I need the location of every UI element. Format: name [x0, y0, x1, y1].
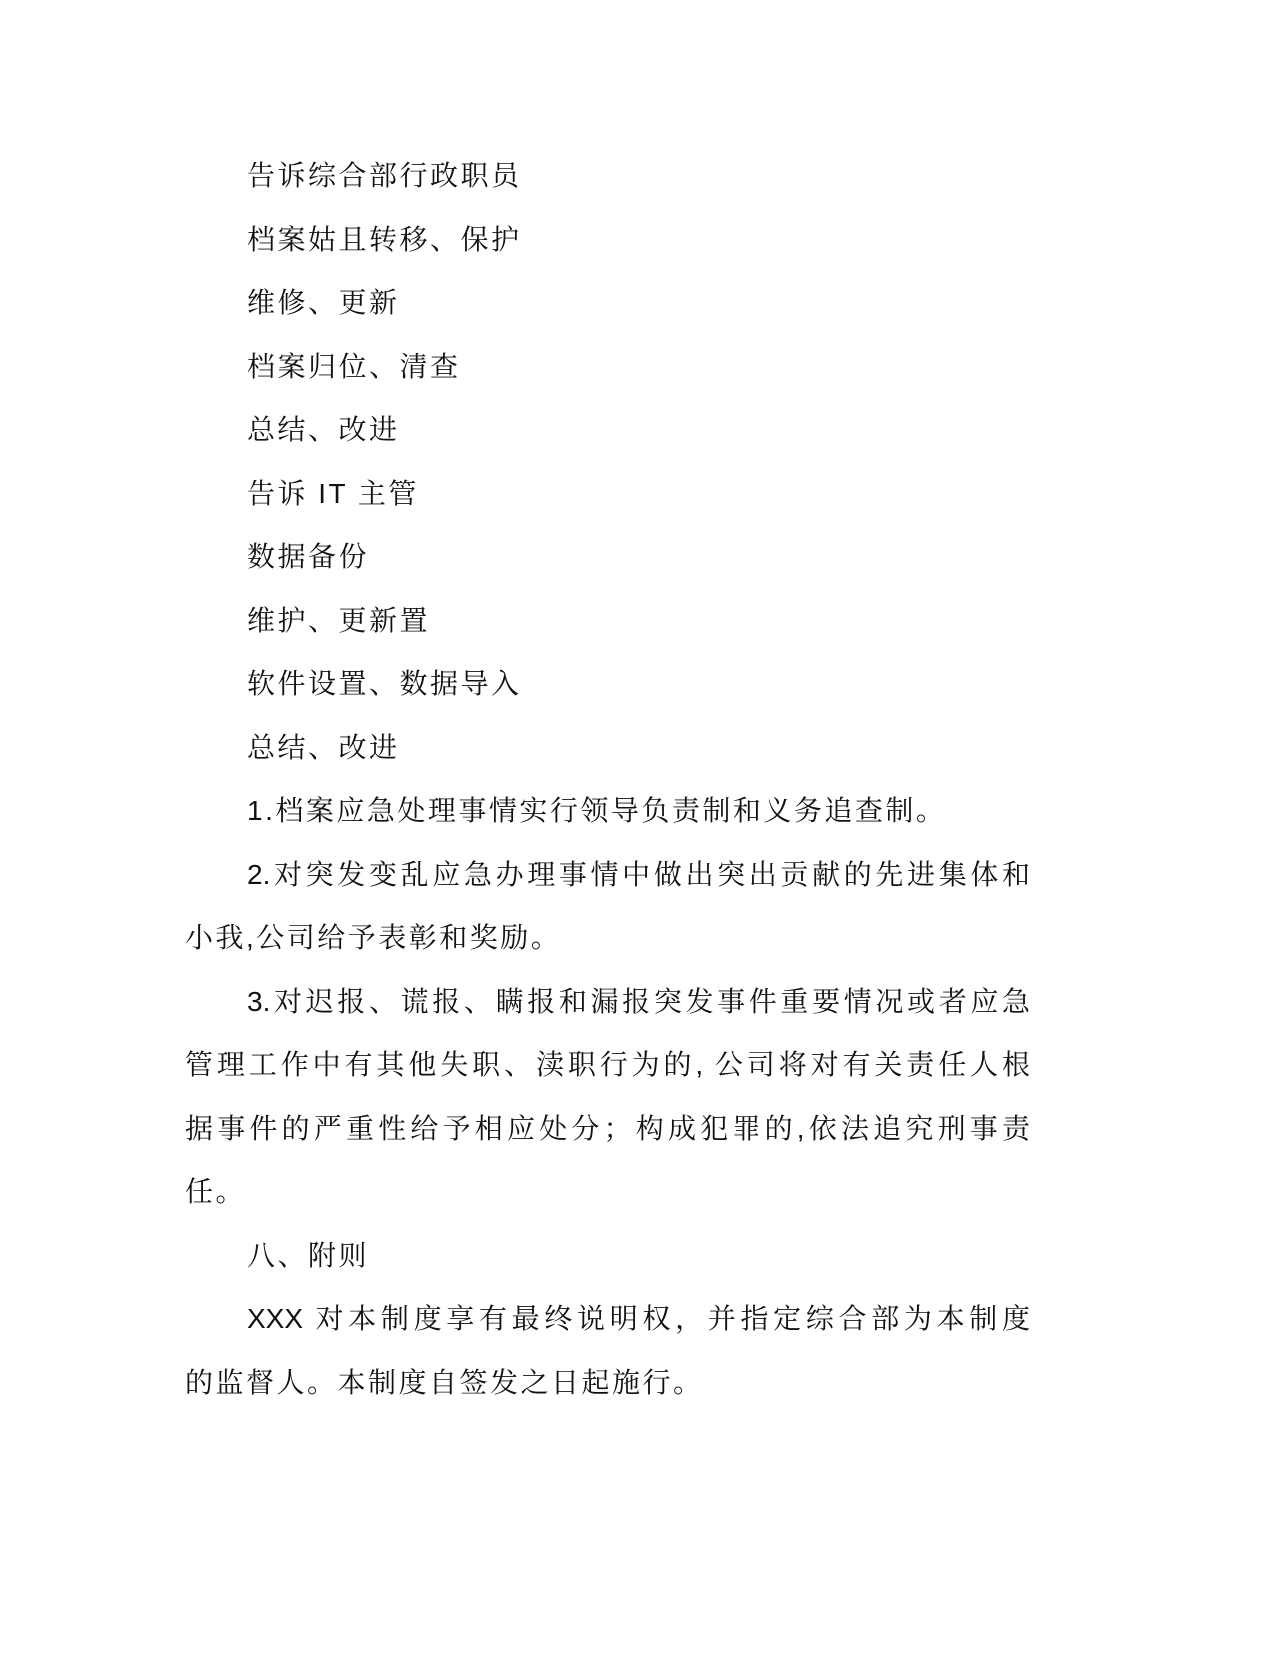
closing-line: 的监督人。本制度自签发之日起施行。 — [185, 1366, 704, 1398]
step-line: 档案姑且转移、保护 — [247, 223, 522, 255]
section-heading: 八、附则 — [247, 1239, 370, 1271]
rule-line: 小我,公司给予表彰和奖励。 — [185, 922, 562, 953]
rule-paragraph-1 — [185, 779, 1030, 843]
step-line: 告诉 IT 主管 — [247, 477, 419, 509]
procedure-steps — [185, 144, 1030, 779]
rule-paragraph-2 — [185, 843, 1030, 970]
step-line: 总结、改进 — [247, 731, 400, 763]
step-line: 数据备份 — [247, 541, 370, 572]
step-line: 总结、改进 — [247, 414, 400, 445]
rule-line: 管理工作中有其他失职、渎职行为的, 公司将对有关责任人根 — [185, 1049, 1030, 1080]
rule-line: 据事件的严重性给予相应处分；构成犯罪的,依法追究刑事责 — [185, 1112, 1030, 1144]
step-line: 档案归位、清查 — [247, 350, 461, 382]
step-line: 软件设置、数据导入 — [247, 668, 522, 699]
closing-line: XXX 对本制度享有最终说明权，并指定综合部为本制度 — [247, 1303, 1030, 1334]
closing-paragraph — [185, 1287, 1030, 1414]
rule-line: 任。 — [185, 1176, 247, 1207]
rule-line: 3.对迟报、谎报、瞒报和漏报突发事件重要情况或者应急 — [247, 985, 1030, 1017]
rule-paragraph-3 — [185, 970, 1030, 1224]
step-line: 维修、更新 — [247, 287, 400, 318]
step-line: 维护、更新置 — [247, 604, 431, 636]
document-page — [185, 144, 1030, 1414]
rule-line: 2.对突发变乱应急办理事情中做出突出贡献的先进集体和 — [247, 858, 1030, 890]
rule-line: 1.档案应急处理事情实行领导负责制和义务追查制。 — [247, 795, 947, 826]
step-line: 告诉综合部行政职员 — [247, 160, 522, 191]
